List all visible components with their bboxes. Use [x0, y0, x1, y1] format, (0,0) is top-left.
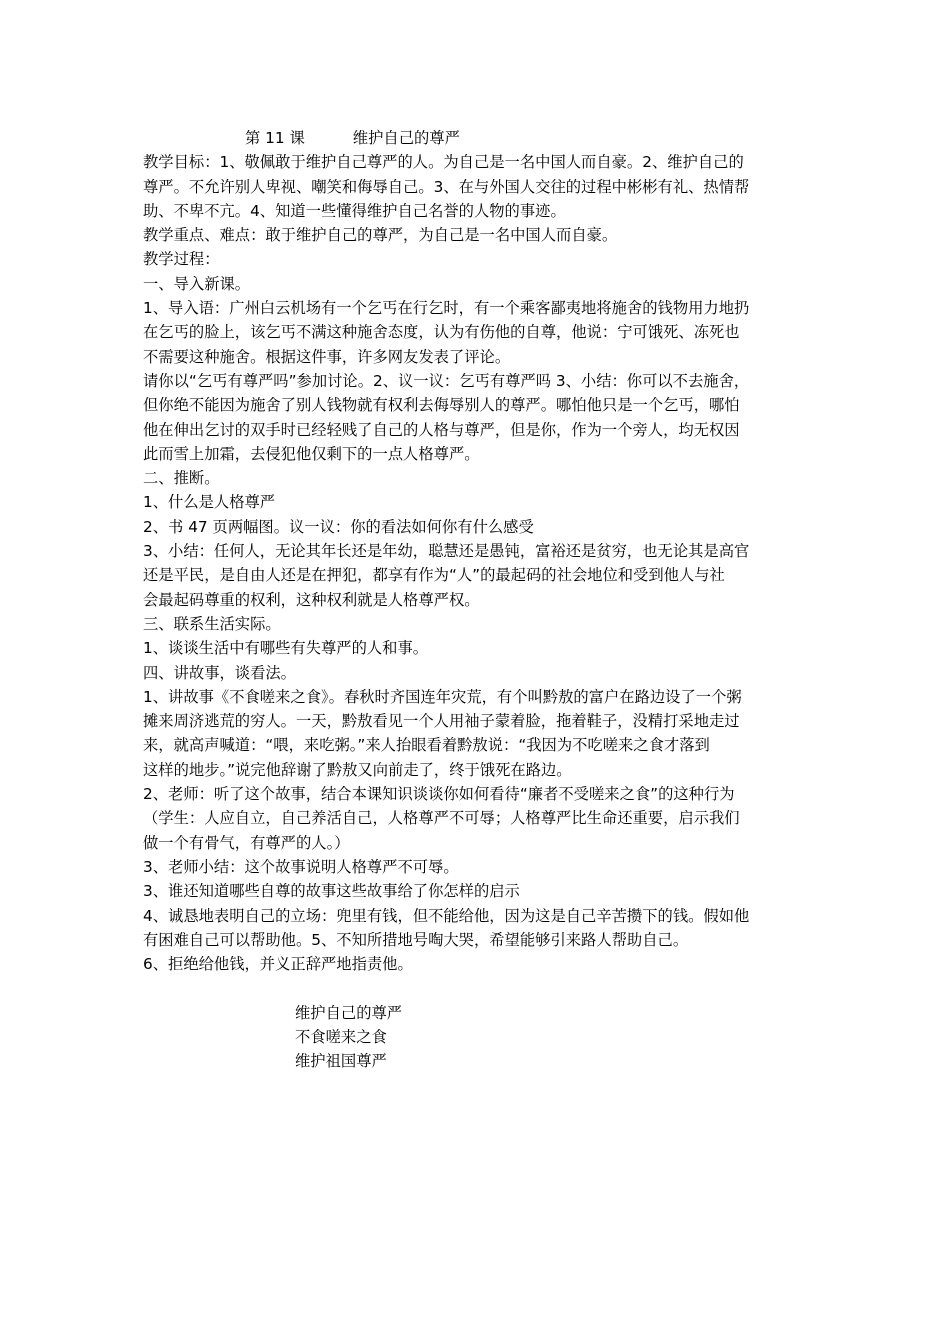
body-line: 4、诚恳地表明自己的立场：兜里有钱，但不能给他，因为这是自己辛苦攒下的钱。假如他 [143, 906, 750, 925]
body-line: 他在伸出乞讨的双手时已经轻贱了自己的人格与尊严，但是你，作为一个旁人，均无权因 [143, 420, 740, 439]
lesson-title [143, 126, 815, 150]
board-line: 维护祖国尊严 [295, 1052, 387, 1071]
lesson-number: 第 11 课 [245, 129, 305, 147]
body-line: 摊来周济逃荒的穷人。一天，黔敖看见一个人用袖子蒙着脸，拖着鞋子，没精打采地走过 [143, 712, 740, 731]
section-heading: 一、导入新课。 [143, 274, 251, 293]
body-line: 教学重点、难点：敢于维护自己的尊严，为自己是一名中国人而自豪。 [143, 226, 618, 245]
body-line: 尊严。不允许别人卑视、嘲笑和侮辱自己。3、在与外国人交往的过程中彬彬有礼、热情帮 [143, 177, 750, 196]
body-line: 来，就高声喊道：“喂，来吃粥。”来人抬眼看着黔敖说：“我因为不吃嗟来之食才落到 [143, 736, 710, 755]
document-body [143, 150, 815, 976]
body-line: 不需要这种施舍。根据这件事，许多网友发表了评论。 [143, 347, 511, 366]
section-heading: 教学过程： [143, 250, 220, 269]
body-line: 3、谁还知道哪些自尊的故事这些故事给了你怎样的启示 [143, 882, 520, 901]
body-line: 3、小结：任何人，无论其年长还是年幼，聪慧还是愚钝，富裕还是贫穷，也无论其是高官 [143, 542, 750, 561]
section-heading: 四、讲故事，谈看法。 [143, 663, 296, 682]
blackboard-summary [143, 1001, 815, 1074]
body-line: 2、老师：听了这个故事，结合本课知识谈谈你如何看待“廉者不受嗟来之食”的这种行为 [143, 785, 735, 804]
body-line: 这样的地步。”说完他辞谢了黔敖又向前走了，终于饿死在路边。 [143, 760, 572, 779]
body-line: 3、老师小结：这个故事说明人格尊严不可辱。 [143, 857, 459, 876]
body-line: 还是平民，是自由人还是在押犯，都享有作为“人”的最起码的社会地位和受到他人与社 [143, 566, 725, 585]
body-line: 1、谈谈生活中有哪些有失尊严的人和事。 [143, 639, 429, 658]
body-line: 此而雪上加霜，去侵犯他仅剩下的一点人格尊严。 [143, 444, 480, 463]
body-line: 做一个有骨气，有尊严的人。） [143, 833, 350, 852]
body-line: 2、书 47 页两幅图。议一议：你的看法如何你有什么感受 [143, 517, 534, 536]
body-line: 助、不卑不亢。4、知道一些懂得维护自己名誉的人物的事迹。 [143, 201, 566, 220]
body-line: 请你以“乞丐有尊严吗”参加讨论。2、议一议：乞丐有尊严吗 3、小结：你可以不去施舍， [143, 371, 750, 390]
blank-line [143, 976, 815, 1000]
board-line: 不食嗟来之食 [295, 1027, 387, 1046]
section-heading: 三、联系生活实际。 [143, 614, 281, 633]
section-heading: 二、推断。 [143, 469, 220, 488]
body-line: 但你绝不能因为施舍了别人钱物就有权利去侮辱别人的尊严。哪怕他只是一个乞丐，哪怕 [143, 396, 740, 415]
body-line: 教学目标：1、敬佩敢于维护自己尊严的人。为自己是一名中国人而自豪。2、维护自己的 [143, 153, 744, 172]
body-line: 在乞丐的脸上，该乞丐不满这种施舍态度，认为有伤他的自尊，他说：宁可饿死、冻死也 [143, 323, 740, 342]
body-line: 1、讲故事《不食嗟来之食》。春秋时齐国连年灾荒，有个叫黔敖的富户在路边设了一个粥 [143, 687, 742, 706]
document-page [143, 126, 815, 1074]
body-line: 1、导入语：广州白云机场有一个乞丐在行乞时，有一个乘客鄙夷地将施舍的钱物用力地扔 [143, 299, 750, 318]
lesson-topic: 维护自己的尊严 [352, 129, 460, 147]
body-line: 有困难自己可以帮助他。5、不知所措地号啕大哭，希望能够引来路人帮助自己。 [143, 930, 689, 949]
body-line: 会最起码尊重的权利，这种权利就是人格尊严权。 [143, 590, 480, 609]
body-line: （学生：人应自立，自己养活自己，人格尊严不可辱；人格尊严比生命还重要，启示我们 [143, 809, 740, 828]
body-line: 6、拒绝给他钱，并义正辞严地指责他。 [143, 955, 413, 974]
body-line: 1、什么是人格尊严 [143, 493, 276, 512]
board-line: 维护自己的尊严 [295, 1003, 403, 1022]
